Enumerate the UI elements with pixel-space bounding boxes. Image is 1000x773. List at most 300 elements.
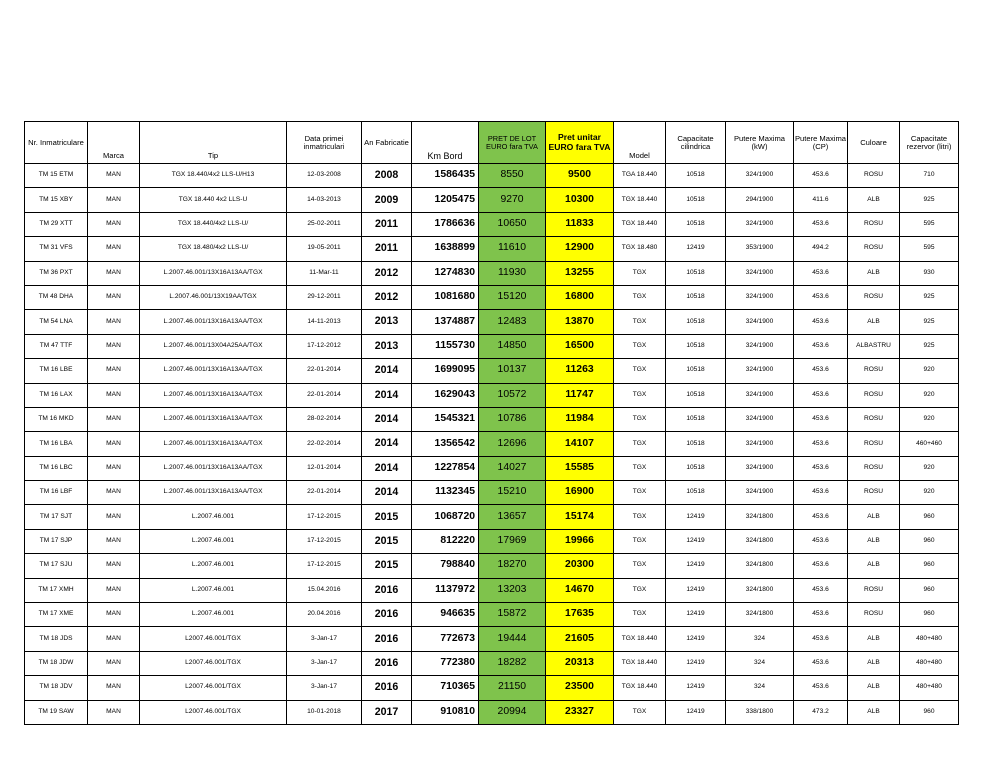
cell-marca: MAN	[88, 627, 140, 651]
cell-cap: 10518	[666, 188, 726, 212]
table-row	[25, 407, 959, 431]
cell-marca: MAN	[88, 359, 140, 383]
cell-km: 1155730	[412, 334, 479, 358]
cell-data: 25-02-2011	[287, 212, 362, 236]
cell-an: 2016	[362, 603, 412, 627]
cell-rez: 925	[900, 188, 959, 212]
cell-lot: 11930	[479, 261, 546, 285]
cell-model: TGX	[614, 261, 666, 285]
cell-cul: ALB	[848, 529, 900, 553]
cell-marca: MAN	[88, 554, 140, 578]
cell-marca: MAN	[88, 529, 140, 553]
cell-lot: 10572	[479, 383, 546, 407]
cell-model: TGX	[614, 285, 666, 309]
cell-nr: TM 18 JDS	[25, 627, 88, 651]
cell-an: 2009	[362, 188, 412, 212]
cell-cp: 453.6	[794, 456, 848, 480]
cell-km: 1137972	[412, 578, 479, 602]
cell-unit: 15585	[546, 456, 614, 480]
cell-cap: 10518	[666, 212, 726, 236]
cell-lot: 20994	[479, 700, 546, 724]
cell-cul: ROSU	[848, 164, 900, 188]
cell-an: 2008	[362, 164, 412, 188]
cell-tip: L2007.46.001/TGX	[140, 700, 287, 724]
cell-nr: TM 18 JDV	[25, 676, 88, 700]
cell-marca: MAN	[88, 603, 140, 627]
cell-rez: 480+480	[900, 676, 959, 700]
cell-marca: MAN	[88, 481, 140, 505]
cell-rez: 920	[900, 383, 959, 407]
cell-marca: MAN	[88, 188, 140, 212]
cell-lot: 14850	[479, 334, 546, 358]
table-row	[25, 456, 959, 480]
cell-an: 2012	[362, 261, 412, 285]
cell-unit: 10300	[546, 188, 614, 212]
cell-lot: 14027	[479, 456, 546, 480]
cell-unit: 16800	[546, 285, 614, 309]
cell-rez: 460+460	[900, 432, 959, 456]
cell-cul: ALB	[848, 700, 900, 724]
cell-kw: 324/1900	[726, 310, 794, 334]
cell-km: 1205475	[412, 188, 479, 212]
cell-cap: 12419	[666, 554, 726, 578]
cell-cul: ALBASTRU	[848, 334, 900, 358]
cell-marca: MAN	[88, 651, 140, 675]
table-row	[25, 481, 959, 505]
cell-kw: 324	[726, 676, 794, 700]
cell-an: 2014	[362, 407, 412, 431]
cell-model: TGX	[614, 505, 666, 529]
cell-cul: ALB	[848, 310, 900, 334]
cell-kw: 324/1900	[726, 285, 794, 309]
cell-data: 28-02-2014	[287, 407, 362, 431]
header-marca: Marca	[88, 122, 140, 164]
cell-cap: 10518	[666, 310, 726, 334]
cell-cp: 453.6	[794, 554, 848, 578]
cell-unit: 16900	[546, 481, 614, 505]
cell-nr: TM 18 JDW	[25, 651, 88, 675]
cell-kw: 324/1900	[726, 334, 794, 358]
cell-lot: 15120	[479, 285, 546, 309]
cell-rez: 960	[900, 529, 959, 553]
cell-marca: MAN	[88, 432, 140, 456]
cell-model: TGX	[614, 383, 666, 407]
cell-cul: ALB	[848, 676, 900, 700]
cell-cul: ROSU	[848, 237, 900, 261]
cell-lot: 12483	[479, 310, 546, 334]
cell-kw: 324/1900	[726, 407, 794, 431]
table-row	[25, 285, 959, 309]
table-row	[25, 432, 959, 456]
cell-data: 22-01-2014	[287, 359, 362, 383]
cell-model: TGX	[614, 334, 666, 358]
table-row	[25, 212, 959, 236]
cell-km: 798840	[412, 554, 479, 578]
cell-model: TGX 18.440	[614, 651, 666, 675]
cell-km: 772380	[412, 651, 479, 675]
cell-tip: L.2007.46.001	[140, 578, 287, 602]
cell-nr: TM 17 XMH	[25, 578, 88, 602]
cell-data: 14-03-2013	[287, 188, 362, 212]
cell-tip: L.2007.46.001/13X16A13AA/TGX	[140, 359, 287, 383]
cell-lot: 21150	[479, 676, 546, 700]
cell-marca: MAN	[88, 212, 140, 236]
cell-cp: 453.6	[794, 310, 848, 334]
cell-data: 17-12-2012	[287, 334, 362, 358]
header-tank: Capacitate rezervor (litri)	[900, 122, 959, 164]
cell-rez: 925	[900, 285, 959, 309]
cell-cul: ROSU	[848, 212, 900, 236]
cell-cap: 12419	[666, 700, 726, 724]
cell-tip: L.2007.46.001/13X19AA/TGX	[140, 285, 287, 309]
cell-an: 2011	[362, 237, 412, 261]
cell-tip: L2007.46.001/TGX	[140, 676, 287, 700]
cell-cap: 10518	[666, 261, 726, 285]
cell-cap: 10518	[666, 432, 726, 456]
cell-cul: ALB	[848, 627, 900, 651]
cell-lot: 18270	[479, 554, 546, 578]
cell-kw: 324/1900	[726, 383, 794, 407]
cell-kw: 324/1800	[726, 529, 794, 553]
cell-model: TGX	[614, 310, 666, 334]
cell-tip: L.2007.46.001/13X16A13AA/TGX	[140, 310, 287, 334]
cell-model: TGX 18.440	[614, 627, 666, 651]
cell-kw: 324/1800	[726, 578, 794, 602]
cell-unit: 20300	[546, 554, 614, 578]
cell-kw: 338/1800	[726, 700, 794, 724]
cell-cp: 453.6	[794, 676, 848, 700]
cell-rez: 920	[900, 407, 959, 431]
cell-data: 17-12-2015	[287, 505, 362, 529]
cell-data: 17-12-2015	[287, 529, 362, 553]
cell-km: 1638899	[412, 237, 479, 261]
header-power-cp: Putere Maxima (CP)	[794, 122, 848, 164]
cell-marca: MAN	[88, 456, 140, 480]
cell-kw: 324/1900	[726, 359, 794, 383]
cell-cp: 473.2	[794, 700, 848, 724]
cell-model: TGX 18.440	[614, 676, 666, 700]
header-lot-price: PRET DE LOT EURO fara TVA	[479, 122, 546, 164]
cell-marca: MAN	[88, 505, 140, 529]
header-nr: Nr. Inmatriculare	[25, 122, 88, 164]
cell-unit: 13870	[546, 310, 614, 334]
cell-tip: TGX 18.480/4x2 LLS-U/	[140, 237, 287, 261]
cell-cp: 453.6	[794, 529, 848, 553]
cell-cul: ROSU	[848, 603, 900, 627]
cell-rez: 930	[900, 261, 959, 285]
cell-unit: 19966	[546, 529, 614, 553]
header-color: Culoare	[848, 122, 900, 164]
cell-kw: 324/1900	[726, 261, 794, 285]
table-row	[25, 554, 959, 578]
cell-cp: 453.6	[794, 627, 848, 651]
cell-cap: 12419	[666, 627, 726, 651]
cell-lot: 11610	[479, 237, 546, 261]
cell-data: 22-02-2014	[287, 432, 362, 456]
cell-tip: L.2007.46.001	[140, 529, 287, 553]
table-row	[25, 505, 959, 529]
cell-km: 1545321	[412, 407, 479, 431]
cell-rez: 595	[900, 212, 959, 236]
cell-kw: 324	[726, 651, 794, 675]
cell-data: 12-01-2014	[287, 456, 362, 480]
table-row	[25, 359, 959, 383]
cell-unit: 13255	[546, 261, 614, 285]
cell-lot: 10137	[479, 359, 546, 383]
cell-tip: L.2007.46.001	[140, 554, 287, 578]
cell-cap: 10518	[666, 456, 726, 480]
cell-cp: 453.6	[794, 212, 848, 236]
cell-km: 710365	[412, 676, 479, 700]
cell-tip: L.2007.46.001	[140, 505, 287, 529]
cell-cul: ALB	[848, 261, 900, 285]
cell-marca: MAN	[88, 383, 140, 407]
cell-lot: 15210	[479, 481, 546, 505]
cell-cp: 411.6	[794, 188, 848, 212]
cell-km: 1132345	[412, 481, 479, 505]
table-row	[25, 651, 959, 675]
cell-km: 1068720	[412, 505, 479, 529]
cell-model: TGX	[614, 359, 666, 383]
cell-nr: TM 17 SJP	[25, 529, 88, 553]
cell-rez: 480+480	[900, 627, 959, 651]
cell-nr: TM 16 LBF	[25, 481, 88, 505]
cell-rez: 920	[900, 481, 959, 505]
cell-rez: 920	[900, 359, 959, 383]
table-row	[25, 261, 959, 285]
cell-kw: 324/1900	[726, 481, 794, 505]
cell-marca: MAN	[88, 407, 140, 431]
cell-cap: 10518	[666, 407, 726, 431]
cell-kw: 324/1800	[726, 505, 794, 529]
cell-cp: 453.6	[794, 285, 848, 309]
cell-lot: 17969	[479, 529, 546, 553]
cell-lot: 18282	[479, 651, 546, 675]
cell-km: 1629043	[412, 383, 479, 407]
cell-cul: ROSU	[848, 456, 900, 480]
cell-unit: 11747	[546, 383, 614, 407]
cell-nr: TM 17 XME	[25, 603, 88, 627]
cell-data: 12-03-2008	[287, 164, 362, 188]
cell-lot: 19444	[479, 627, 546, 651]
cell-cul: ROSU	[848, 407, 900, 431]
cell-an: 2014	[362, 456, 412, 480]
cell-cp: 453.6	[794, 651, 848, 675]
cell-cp: 453.6	[794, 432, 848, 456]
cell-cap: 12419	[666, 505, 726, 529]
cell-nr: TM 16 LBE	[25, 359, 88, 383]
cell-rez: 710	[900, 164, 959, 188]
cell-tip: L.2007.46.001/13X16A13AA/TGX	[140, 432, 287, 456]
cell-an: 2016	[362, 651, 412, 675]
cell-an: 2011	[362, 212, 412, 236]
cell-an: 2016	[362, 627, 412, 651]
header-tip: Tip	[140, 122, 287, 164]
cell-lot: 13203	[479, 578, 546, 602]
cell-kw: 353/1900	[726, 237, 794, 261]
cell-data: 20.04.2016	[287, 603, 362, 627]
cell-cp: 453.6	[794, 261, 848, 285]
cell-an: 2016	[362, 578, 412, 602]
cell-kw: 324/1800	[726, 603, 794, 627]
cell-lot: 15872	[479, 603, 546, 627]
header-km: Km Bord	[412, 122, 479, 164]
cell-tip: L.2007.46.001/13X04A25AA/TGX	[140, 334, 287, 358]
cell-kw: 294/1900	[726, 188, 794, 212]
cell-km: 910810	[412, 700, 479, 724]
cell-cp: 453.6	[794, 505, 848, 529]
cell-unit: 11833	[546, 212, 614, 236]
cell-nr: TM 15 ETM	[25, 164, 88, 188]
cell-nr: TM 54 LNA	[25, 310, 88, 334]
cell-cp: 494.2	[794, 237, 848, 261]
cell-data: 14-11-2013	[287, 310, 362, 334]
cell-rez: 925	[900, 334, 959, 358]
table-row	[25, 627, 959, 651]
cell-model: TGX	[614, 456, 666, 480]
cell-kw: 324/1900	[726, 456, 794, 480]
cell-model: TGX	[614, 578, 666, 602]
cell-nr: TM 31 VFS	[25, 237, 88, 261]
vehicle-price-table	[24, 121, 959, 725]
cell-data: 19-05-2011	[287, 237, 362, 261]
cell-cap: 10518	[666, 285, 726, 309]
cell-cul: ALB	[848, 651, 900, 675]
cell-unit: 16500	[546, 334, 614, 358]
cell-nr: TM 47 TTF	[25, 334, 88, 358]
cell-cp: 453.6	[794, 164, 848, 188]
cell-unit: 9500	[546, 164, 614, 188]
cell-cul: ALB	[848, 188, 900, 212]
cell-tip: L.2007.46.001/13X16A13AA/TGX	[140, 261, 287, 285]
cell-km: 1227854	[412, 456, 479, 480]
cell-marca: MAN	[88, 700, 140, 724]
cell-cap: 10518	[666, 359, 726, 383]
cell-cap: 12419	[666, 237, 726, 261]
cell-unit: 20313	[546, 651, 614, 675]
table-row	[25, 237, 959, 261]
cell-cul: ROSU	[848, 432, 900, 456]
cell-an: 2016	[362, 676, 412, 700]
cell-an: 2014	[362, 359, 412, 383]
table-row	[25, 188, 959, 212]
cell-nr: TM 29 XTT	[25, 212, 88, 236]
cell-marca: MAN	[88, 578, 140, 602]
cell-data: 10-01-2018	[287, 700, 362, 724]
cell-an: 2015	[362, 505, 412, 529]
cell-nr: TM 15 XBY	[25, 188, 88, 212]
cell-kw: 324	[726, 627, 794, 651]
table-row	[25, 603, 959, 627]
cell-cul: ROSU	[848, 359, 900, 383]
cell-km: 772673	[412, 627, 479, 651]
table-row	[25, 578, 959, 602]
table-row	[25, 334, 959, 358]
table-row	[25, 310, 959, 334]
cell-marca: MAN	[88, 676, 140, 700]
cell-an: 2017	[362, 700, 412, 724]
cell-rez: 480+480	[900, 651, 959, 675]
cell-cap: 10518	[666, 481, 726, 505]
cell-model: TGA 18.440	[614, 164, 666, 188]
cell-lot: 13657	[479, 505, 546, 529]
table-row	[25, 529, 959, 553]
cell-cul: ROSU	[848, 285, 900, 309]
cell-nr: TM 16 LBC	[25, 456, 88, 480]
cell-nr: TM 16 LBA	[25, 432, 88, 456]
cell-km: 812220	[412, 529, 479, 553]
cell-kw: 324/1900	[726, 432, 794, 456]
cell-data: 3-Jan-17	[287, 651, 362, 675]
cell-model: TGX	[614, 432, 666, 456]
cell-data: 11-Mar-11	[287, 261, 362, 285]
cell-marca: MAN	[88, 310, 140, 334]
cell-marca: MAN	[88, 261, 140, 285]
cell-nr: TM 48 DHA	[25, 285, 88, 309]
cell-km: 1374887	[412, 310, 479, 334]
cell-unit: 23500	[546, 676, 614, 700]
cell-unit: 14107	[546, 432, 614, 456]
cell-lot: 9270	[479, 188, 546, 212]
cell-rez: 960	[900, 505, 959, 529]
cell-data: 22-01-2014	[287, 481, 362, 505]
cell-km: 1786636	[412, 212, 479, 236]
header-row	[25, 122, 959, 164]
cell-km: 1699095	[412, 359, 479, 383]
cell-kw: 324/1900	[726, 212, 794, 236]
header-model: Model	[614, 122, 666, 164]
cell-tip: L.2007.46.001/13X16A13AA/TGX	[140, 407, 287, 431]
header-power-kw: Putere Maxima (kW)	[726, 122, 794, 164]
cell-tip: TGX 18.440/4x2 LLS-U/	[140, 212, 287, 236]
cell-cap: 10518	[666, 383, 726, 407]
cell-lot: 12696	[479, 432, 546, 456]
cell-kw: 324/1800	[726, 554, 794, 578]
cell-model: TGX	[614, 407, 666, 431]
cell-km: 1586435	[412, 164, 479, 188]
cell-cap: 12419	[666, 603, 726, 627]
cell-model: TGX 18.440	[614, 212, 666, 236]
cell-model: TGX 18.440	[614, 188, 666, 212]
cell-cap: 12419	[666, 651, 726, 675]
cell-rez: 960	[900, 554, 959, 578]
cell-marca: MAN	[88, 285, 140, 309]
cell-rez: 960	[900, 603, 959, 627]
cell-lot: 8550	[479, 164, 546, 188]
cell-unit: 11984	[546, 407, 614, 431]
cell-model: TGX	[614, 700, 666, 724]
table-row	[25, 676, 959, 700]
cell-nr: TM 17 SJU	[25, 554, 88, 578]
cell-unit: 17635	[546, 603, 614, 627]
cell-model: TGX	[614, 603, 666, 627]
cell-unit: 15174	[546, 505, 614, 529]
cell-km: 946635	[412, 603, 479, 627]
cell-cap: 12419	[666, 676, 726, 700]
cell-rez: 925	[900, 310, 959, 334]
cell-tip: L.2007.46.001/13X16A13AA/TGX	[140, 481, 287, 505]
cell-model: TGX	[614, 554, 666, 578]
cell-an: 2015	[362, 529, 412, 553]
cell-marca: MAN	[88, 164, 140, 188]
cell-unit: 23327	[546, 700, 614, 724]
cell-model: TGX 18.480	[614, 237, 666, 261]
cell-an: 2014	[362, 481, 412, 505]
cell-cp: 453.6	[794, 383, 848, 407]
cell-cap: 12419	[666, 529, 726, 553]
cell-unit: 21605	[546, 627, 614, 651]
cell-cul: ALB	[848, 505, 900, 529]
